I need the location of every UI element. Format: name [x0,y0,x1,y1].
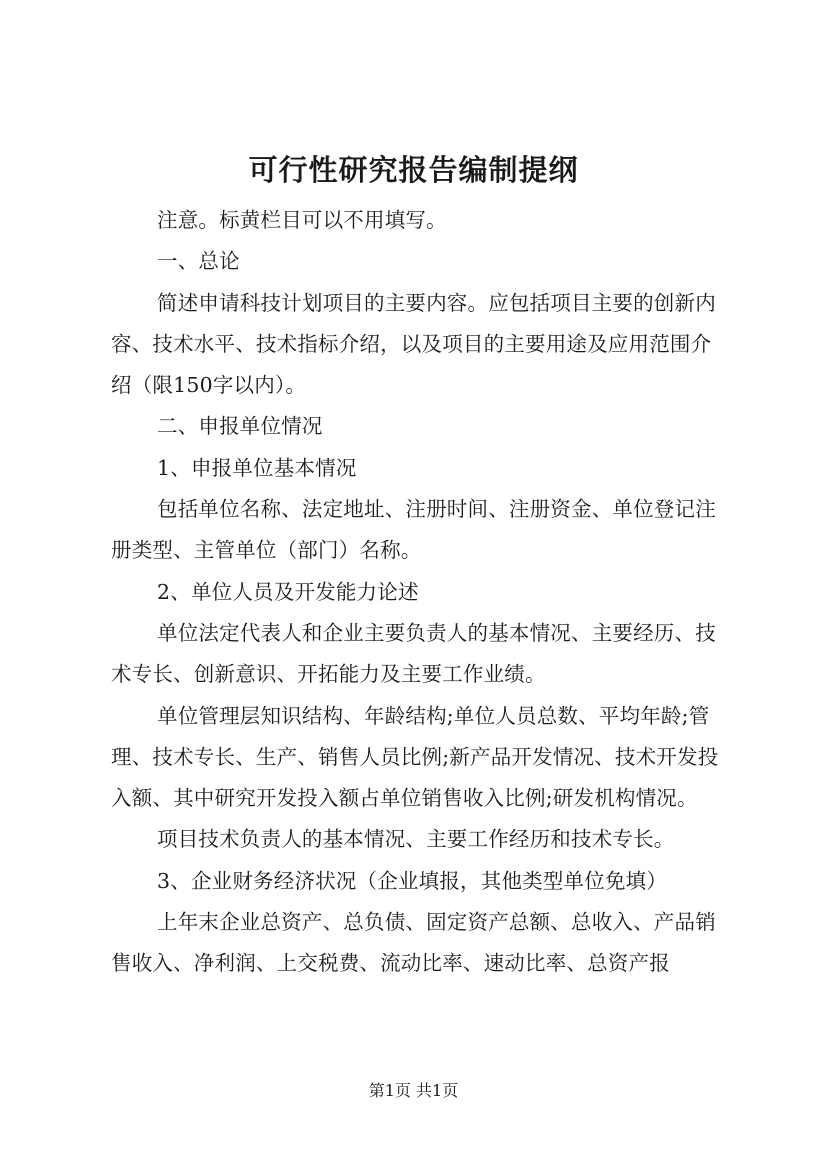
subheading-basic-info: 1、申报单位基本情况 [157,455,357,480]
paragraph-finance: 上年末企业总资产、总负债、固定资产总额、总收入、产品销售收入、净利润、上交税费、流动比率、速动比率、总资产报 [111,910,716,976]
document-body [111,200,726,985]
paragraph-note: 注意。标黄栏目可以不用填写。 [157,208,447,232]
paragraph-management: 单位管理层知识结构、年龄结构;单位人员总数、平均年龄;管理、技术专长、生产、销售人员比例;新产品开发情况、技术开发投入额、其中研究开发投入额占单位销售收入比例;研发机构情况。 [111,703,719,811]
paragraph-legal-rep: 单位法定代表人和企业主要负责人的基本情况、主要经历、技术专长、创新意识、开拓能力及主要工作业绩。 [111,620,716,687]
paragraph-summary: 简述申请科技计划项目的主要内容。应包括项目主要的创新内容、技术水平、技术指标介绍，以及项目的主要用途及应用范围介绍（限150字以内）。 [111,290,716,398]
subheading-personnel: 2、单位人员及开发能力论述 [157,579,419,604]
paragraph-basic-info: 包括单位名称、法定地址、注册时间、注册资金、单位登记注册类型、主管单位（部门）名称。 [111,497,716,563]
heading-general: 一、总论 [157,249,240,274]
paragraph-tech-lead: 项目技术负责人的基本情况、主要工作经历和技术专长。 [157,827,675,852]
document-title: 可行性研究报告编制提纲 [248,153,579,187]
subheading-finance: 3、企业财务经济状况（企业填报，其他类型单位免填） [157,868,668,893]
page-footer: 第1页 共1页 [368,1081,459,1100]
heading-applicant: 二、申报单位情况 [157,414,323,439]
